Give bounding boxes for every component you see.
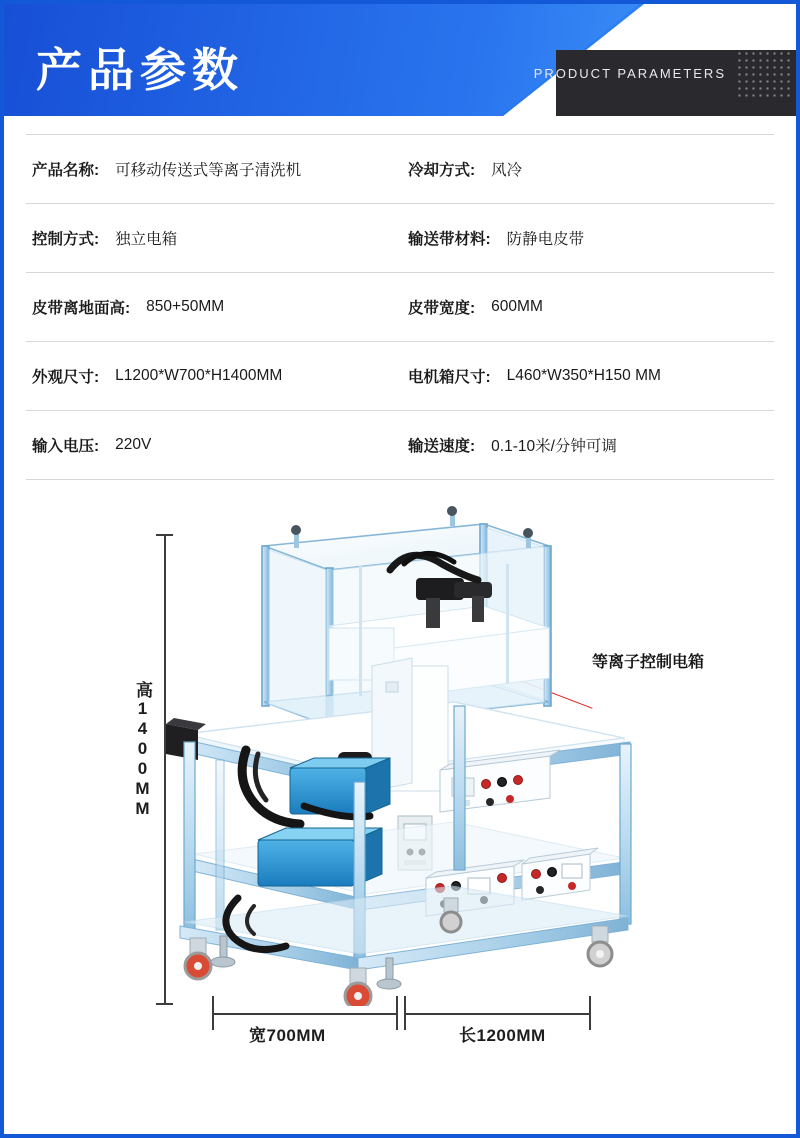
spec-cell-left (26, 219, 400, 257)
spec-value: 0.1-10米/分钟可调 (491, 438, 617, 455)
spec-value: 可移动传送式等离子清洗机 (115, 162, 302, 179)
spec-key: 控制方式: (32, 231, 100, 248)
spec-key: 电机箱尺寸: (408, 369, 491, 386)
spec-cell-right (400, 426, 774, 464)
spec-cell-left (26, 288, 400, 326)
page-title: 产品参数 (36, 43, 244, 97)
product-figure (4, 486, 796, 1086)
spec-cell-right (400, 219, 774, 257)
spec-key: 外观尺寸: (32, 369, 100, 386)
spec-key: 输送速度: (408, 438, 476, 455)
length-dimension-line (404, 1013, 590, 1015)
spec-value: 防静电皮带 (506, 231, 585, 248)
header-dot-pattern (736, 50, 792, 100)
spec-cell-right (400, 150, 774, 188)
spec-key: 皮带宽度: (408, 300, 476, 317)
spec-key: 输入电压: (32, 438, 100, 455)
spec-value: 850+50MM (146, 298, 225, 315)
spec-value: 600MM (491, 298, 543, 315)
spec-table (26, 134, 774, 480)
spec-cell-right (400, 288, 774, 326)
spec-cell-left (26, 357, 400, 395)
table-row (26, 411, 774, 480)
width-dimension-line (212, 1013, 397, 1015)
width-dimension-label: 宽700MM (249, 1026, 326, 1045)
spec-value: L460*W350*H150 MM (506, 367, 661, 384)
table-row (26, 204, 774, 273)
table-row (26, 273, 774, 342)
spec-key: 产品名称: (32, 162, 100, 179)
spec-key: 输送带材料: (408, 231, 491, 248)
spec-cell-left (26, 426, 400, 464)
spec-key: 冷却方式: (408, 162, 476, 179)
table-row (26, 342, 774, 411)
spec-value: L1200*W700*H1400MM (115, 367, 283, 384)
page-header (4, 4, 796, 116)
callout-label: 等离子控制电箱 (592, 654, 705, 671)
length-dimension-label: 长1200MM (459, 1026, 546, 1045)
page-subtitle-en: PRODUCT PARAMETERS (533, 66, 726, 81)
plasma-cleaner-illustration (154, 506, 674, 1006)
table-row (26, 135, 774, 204)
spec-value: 风冷 (491, 162, 523, 179)
height-dimension-label: 高1400MM (133, 681, 152, 819)
spec-value: 220V (115, 436, 152, 453)
spec-cell-left (26, 150, 400, 188)
spec-value: 独立电箱 (115, 231, 178, 248)
spec-key: 皮带离地面高: (32, 300, 131, 317)
spec-cell-right (400, 357, 774, 395)
